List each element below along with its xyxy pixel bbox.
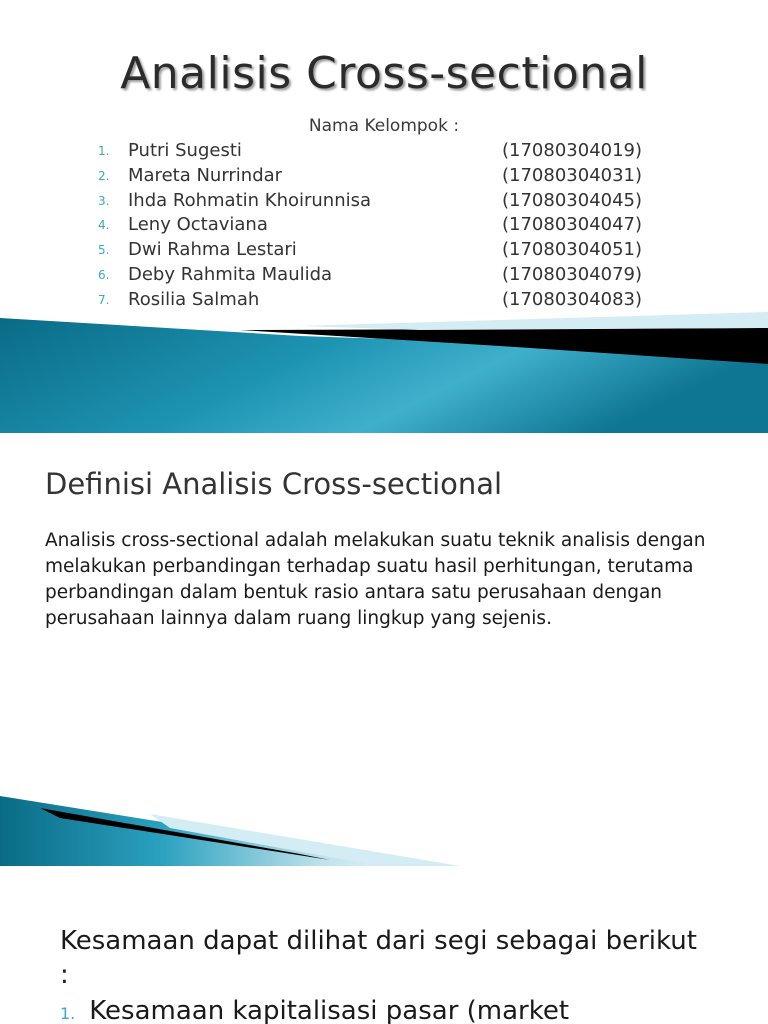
- slide-title: [0, 0, 768, 433]
- decorative-wave-band: [0, 300, 768, 433]
- item-number: 1.: [60, 1004, 76, 1023]
- member-number: 4.: [98, 218, 110, 233]
- member-item: [0, 264, 768, 288]
- member-id: (17080304031): [502, 164, 643, 186]
- member-item: [0, 190, 768, 214]
- member-id: (17080304079): [502, 264, 643, 285]
- member-item: [0, 239, 768, 263]
- member-number: 6.: [98, 268, 110, 282]
- member-number: 5.: [98, 243, 110, 258]
- member-item: [0, 214, 768, 238]
- similarity-item: [60, 996, 569, 1024]
- member-number: 3.: [98, 193, 110, 208]
- decorative-wave-band: [0, 788, 768, 866]
- member-item: [0, 140, 768, 164]
- member-id: (17080304019): [502, 140, 643, 161]
- member-item: [0, 165, 768, 189]
- member-name: Rosilia Salmah: [128, 288, 260, 310]
- member-name: Mareta Nurrindar: [128, 164, 283, 186]
- member-id: (17080304083): [502, 288, 643, 310]
- member-id: (17080304051): [502, 239, 643, 261]
- member-number: 2.: [98, 168, 110, 183]
- member-name: Dwi Rahma Lestari: [128, 239, 297, 261]
- item-text: Kesamaan kapitalisasi pasar (market: [89, 996, 570, 1024]
- member-id: (17080304045): [502, 189, 643, 211]
- definition-paragraph: Analisis cross-sectional adalah melakukan suatu teknik analisis dengan melakukan perbandingan terhadap suatu hasil perhitungan, terutama perbandingan dalam bentuk rasio antara satu perusahaan dengan perusahaan lainnya dalam ruang lingkup yang sejenis.: [45, 530, 706, 629]
- slide-definition: [0, 433, 768, 866]
- slide-title-heading: Analisis Cross-sectional: [120, 48, 648, 99]
- slide-similarity: [0, 866, 768, 1024]
- definition-heading: Definisi Analisis Cross-sectional: [45, 467, 503, 501]
- member-id: (17080304047): [502, 214, 643, 236]
- member-name: Deby Rahmita Maulida: [128, 264, 333, 285]
- member-number: 7.: [98, 292, 110, 307]
- similarity-intro: Kesamaan dapat dilihat dari segi sebagai berikut :: [60, 926, 697, 990]
- group-label: Nama Kelompok :: [308, 116, 460, 136]
- member-number: 1.: [98, 144, 110, 158]
- member-name: Ihda Rohmatin Khoirunnisa: [128, 189, 372, 211]
- member-name: Putri Sugesti: [128, 140, 242, 161]
- member-name: Leny Octaviana: [128, 214, 268, 236]
